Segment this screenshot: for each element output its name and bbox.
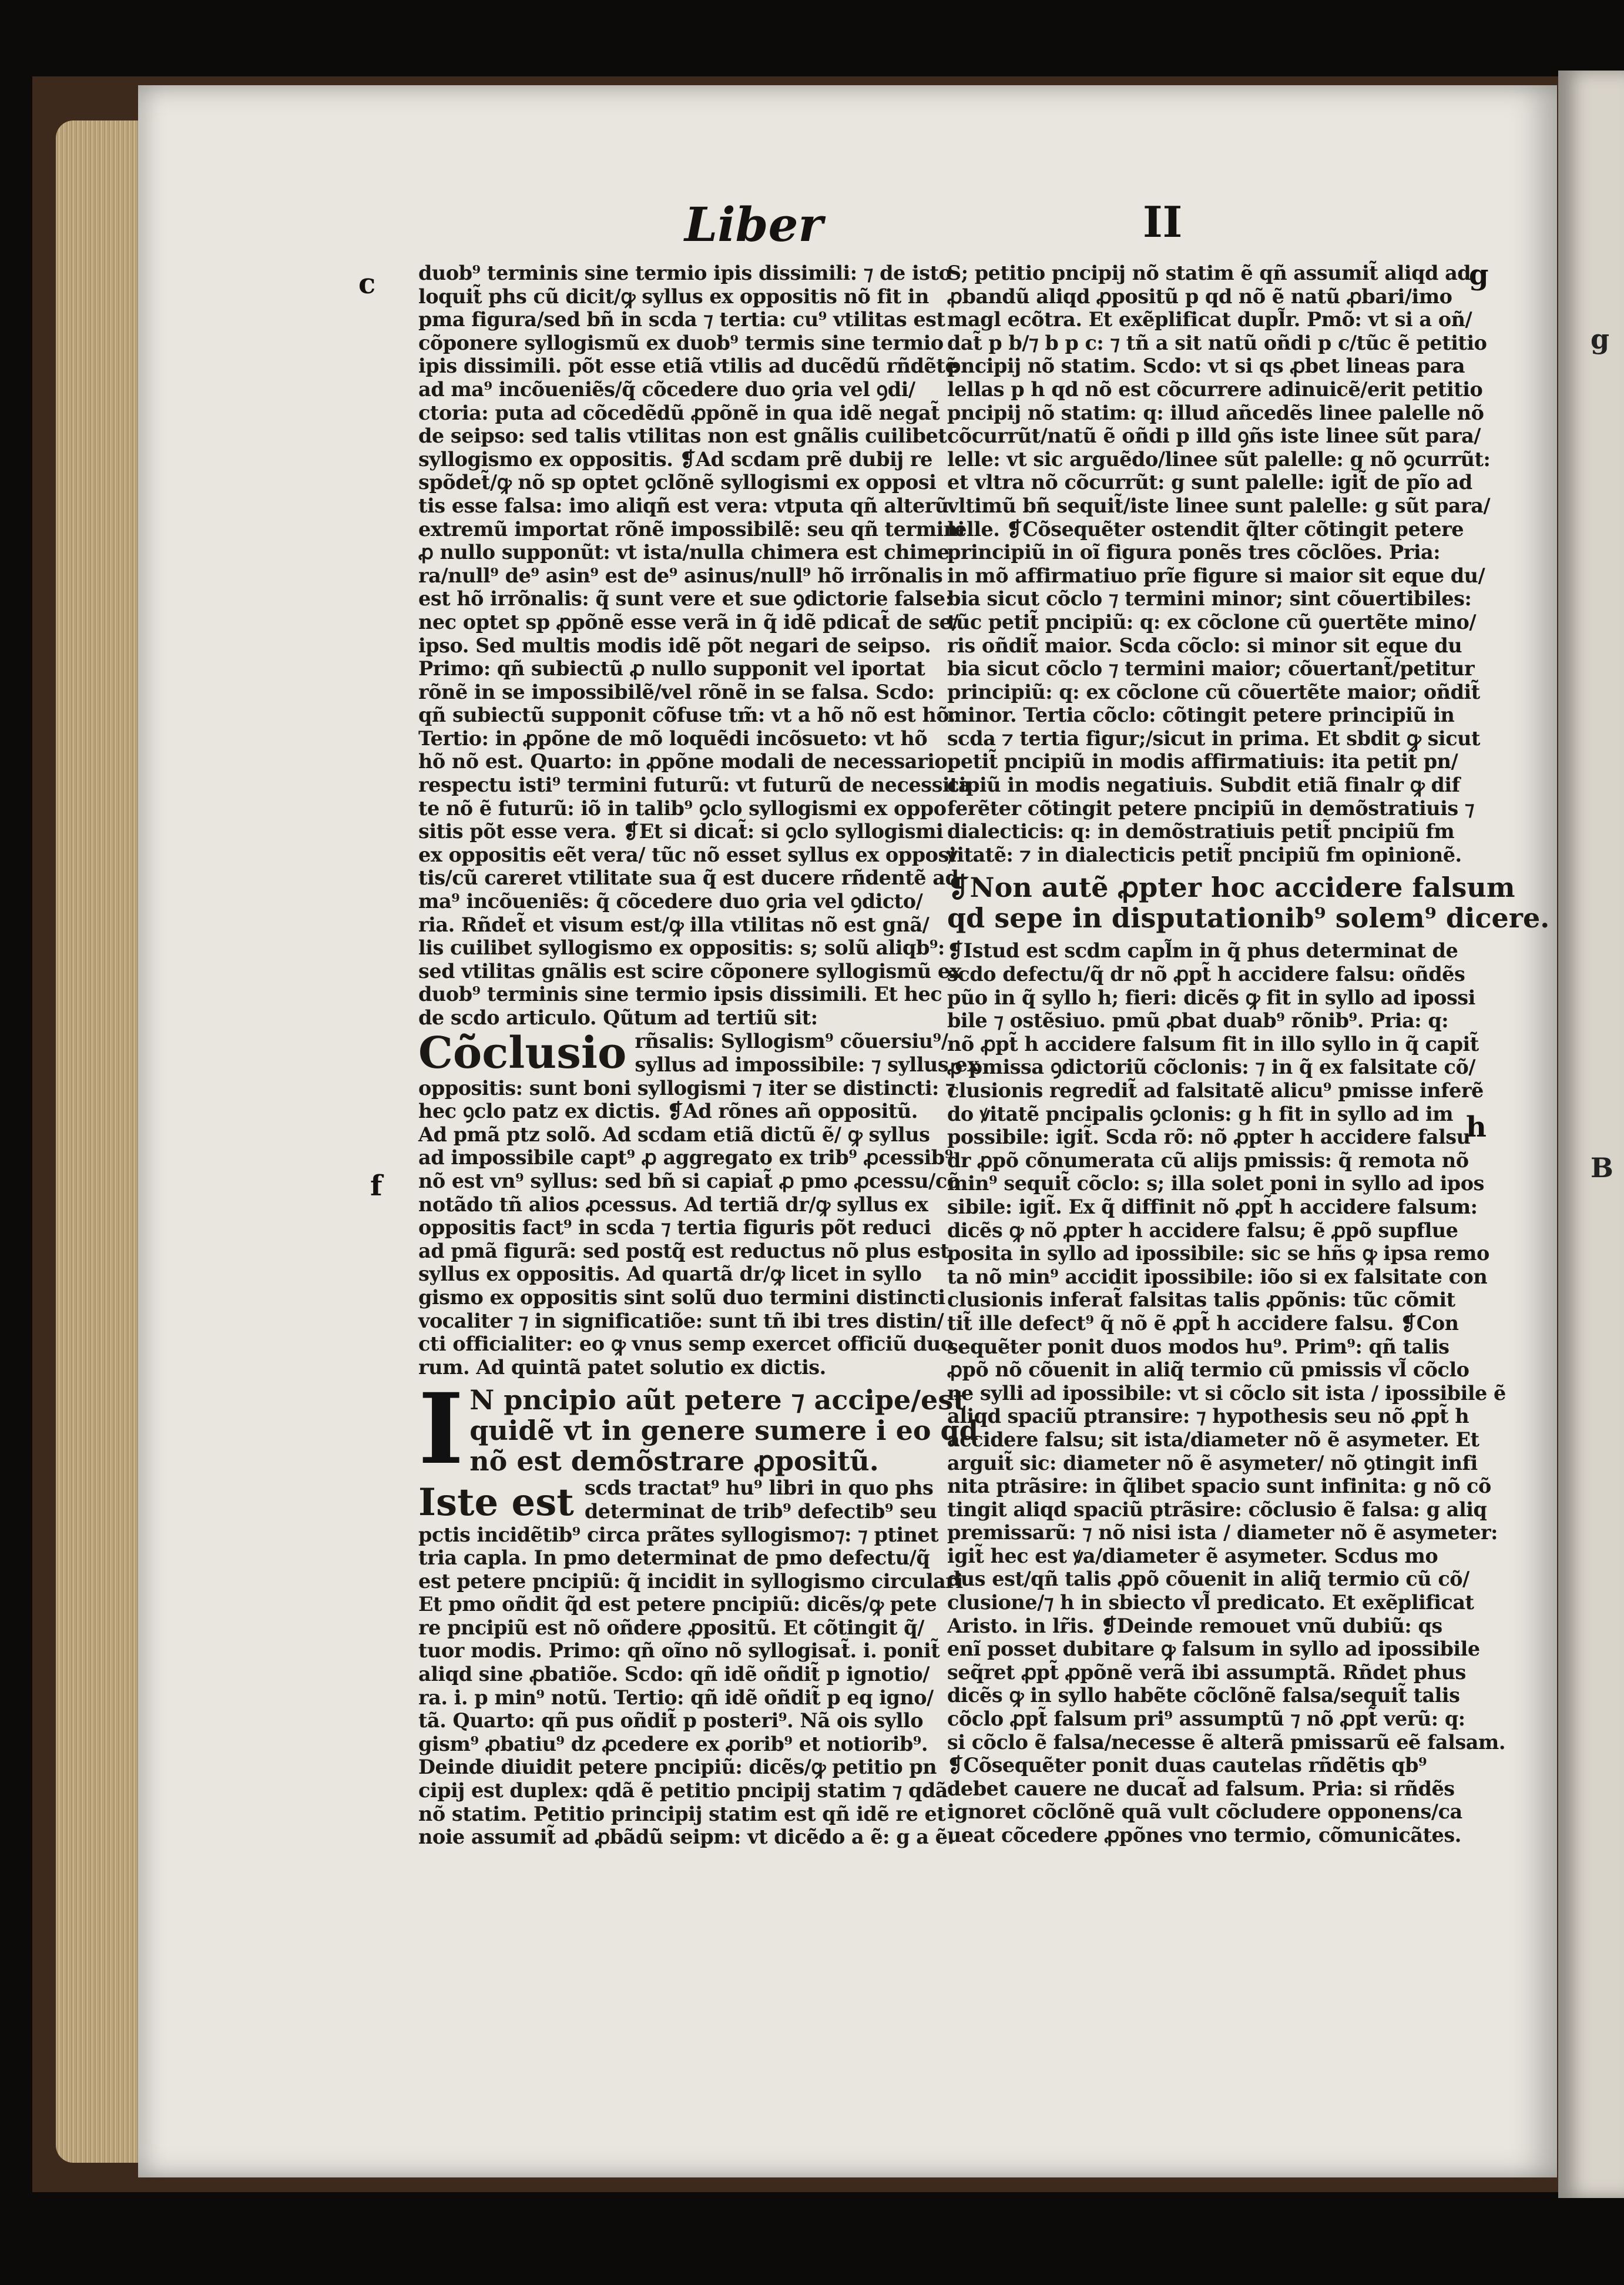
text-line: principiũ in oĩ figura ponẽs tres cõclões. Pria:	[947, 541, 1441, 564]
text-line: ꝓpõ nõ cõuenit in aliq̃ termio cũ pmissis vl̃ cõclo	[947, 1358, 1469, 1382]
text-line: tã. Quarto: qñ pus oñdit̃ p posteri⁹. Nã ois syllo	[418, 1709, 924, 1733]
text-line: oppositis fact⁹ in scda ⁊ tertia figuris põt reduci	[418, 1216, 931, 1239]
lemma-in-principio	[418, 1372, 978, 1486]
text-line: cõcurrũt/natũ ẽ oñdi p illd ꝯñs iste linee sũt para/	[947, 424, 1481, 448]
text-line: pncipij nõ statim: q: illud añcedẽs linee palelle nõ	[947, 401, 1484, 424]
text-line: ipso. Sed multis modis idẽ põt negari de seipso.	[418, 634, 931, 657]
text-line: ra. i. p min⁹ notũ. Tertio: qñ idẽ oñdit̃ p eq igno/	[418, 1686, 934, 1709]
text-line: N pncipio aũt petere ⁊ accipe/est	[469, 1384, 966, 1416]
text-line: nec optet sp ꝓpõnẽ esse verã in q̃ idẽ pdicat̃ de se/	[418, 610, 959, 634]
text-line: pma figura/sed bñ in scda ⁊ tertia: cu⁹ vtilitas est	[418, 308, 945, 331]
text-line: extremũ importat rõnẽ impossibilẽ: seu qñ termini	[418, 517, 965, 541]
text-line: nõ est demõstrare ꝓpositũ.	[469, 1445, 879, 1477]
text-line: in mõ affirmatiuo prĩe figure si maior sit eque du/	[947, 564, 1485, 587]
text-line: de seipso: sed talis vtilitas non est gnãlis cuilibet	[418, 424, 947, 448]
text-line: ria. Rñdet̃ et visum est/ꝙ illa vtilitas nõ est gnã/	[418, 913, 930, 936]
text-line: et vltra nõ cõcurrũt: g sunt palelle: igit̃ de pĩo ad	[947, 471, 1472, 494]
text-line: tria capla. In pmo determinat de pmo defectu/q̃	[418, 1546, 930, 1570]
text-line: enĩ posset dubitare ꝙ falsum in syllo ad ipossibile	[947, 1637, 1480, 1661]
text-line: min⁹ sequit̃ cõclo: s; illa solet poni in syllo ad ipos	[947, 1172, 1484, 1195]
text-line: dialecticis: q: in demõstratiuis petit̃ pncipiũ fm	[947, 820, 1455, 843]
text-line: syllogismo ex oppositis. ❡Ad scdam prẽ dubij re	[418, 447, 932, 471]
text-line: respectu isti⁹ termini futurũ: vt futurũ de necessita	[418, 773, 971, 797]
text-line: ignoret cõclõnẽ quã vult cõcludere opponens/ca	[947, 1800, 1462, 1824]
text-line: rum. Ad quintã patet solutio ex dictis.	[418, 1355, 826, 1379]
left-text-block-1	[418, 262, 971, 1030]
text-line: ad pmã figurã: sed postq̃ est reductus nõ plus est	[418, 1239, 949, 1262]
text-line: vltimũ bñ sequit̃/iste linee sunt palelle: g sũt para/	[947, 494, 1491, 517]
text-line: sequẽter ponit duos modos hu⁹. Prim⁹: qñ talis	[947, 1335, 1449, 1358]
text-line: tis/cũ careret vtilitate sua q̃ est ducere rñdentẽ ad	[418, 866, 959, 890]
iste-lines	[585, 1476, 937, 1523]
text-line: ꝓbandũ aliqd ꝓpositũ p qd nõ ẽ natũ ꝓbari/imo	[947, 284, 1452, 308]
right-column	[947, 262, 1550, 1847]
text-line: tit̃ ille defect⁹ q̃ nõ ẽ ꝓpt̃ h accidere falsu. ❡Con	[947, 1311, 1459, 1335]
margin-letter-f: f	[370, 1170, 382, 1202]
text-line: gismo ex oppositis sint solũ duo termini distincti	[418, 1285, 945, 1309]
text-line: nõ ꝓpt̃ h accidere falsum fit in illo syllo in q̃ capit̃	[947, 1032, 1479, 1056]
text-line: Tertio: in ꝓpõne de mõ loquẽdi incõsueto: vt hõ	[418, 726, 928, 750]
text-line: nõ statim. Petitio principij statim est qñ idẽ re et	[418, 1802, 946, 1825]
text-line: ma⁹ incõueniẽs: q̃ cõcedere duo ꝯria vel ꝯdicto/	[418, 890, 923, 913]
conclusio-lines	[635, 1030, 978, 1076]
text-line: hõ nõ est. Quarto: in ꝓpõne modali de necessario	[418, 750, 948, 773]
facing-page-mark-mid: B	[1591, 1152, 1613, 1184]
text-line: qd sepe in disputationib⁹ solem⁹ dicere.	[947, 902, 1550, 934]
text-line: cipiũ in modis negatiuis. Subdit etiã finalr ꝙ dif	[947, 773, 1460, 797]
text-line: bile ⁊ ostẽsiuo. pmũ ꝓbat duab⁹ rõnib⁹. Pria: q:	[947, 1009, 1449, 1033]
iste-est-word: Iste est	[418, 1480, 574, 1525]
text-line: accidere falsu; sit ista/diameter nõ ẽ asymeter. Et	[947, 1428, 1479, 1451]
text-line: re pncipiũ est nõ oñdere ꝓpositũ. Et cõtingit q̃/	[418, 1616, 924, 1639]
running-head-number: II	[1143, 197, 1183, 247]
conclusio-heading	[418, 1027, 979, 1078]
text-line: ne sylli ad ipossibile: vt si cõclo sit ista / ipossibile ẽ	[947, 1381, 1506, 1405]
text-line: do ꝟitatẽ pncipalis ꝯclonis: g h fit in syllo ad im	[947, 1102, 1454, 1125]
conclusio-word: Cõclusio	[418, 1027, 627, 1078]
text-line: magl ecõtra. Et exẽplificat dupl̃r. Pmõ: vt si a oñ/	[947, 308, 1472, 331]
text-line: Deinde diuidit petere pncipiũ: dicẽs/ꝙ petitio pn	[418, 1755, 937, 1779]
text-line: ꝟitatẽ: ⁊ in dialecticis petit̃ pncipiũ fm opinionẽ.	[947, 843, 1462, 866]
text-line: sed vtilitas gnãlis est scire cõponere syllogismũ ex	[418, 959, 962, 983]
text-line: petit̃ pncipiũ in modis affirmatiuis: ita petit̃ pn/	[947, 750, 1458, 773]
text-line: vocaliter ⁊ in significatiõe: sunt tñ ibi tres distin/	[418, 1309, 944, 1332]
text-line: spõdet̃/ꝙ nõ sp optet ꝯclõnẽ syllogismi ex opposi	[418, 471, 937, 494]
text-line: tingit aliqd spaciũ ptrãsire: cõclusio ẽ falsa: g aliq	[947, 1497, 1487, 1521]
text-line: sitis põt esse vera. ❡Et si dicat̃: si ꝯclo syllogismi	[418, 820, 944, 843]
text-line: clusionis inferat̃ falsitas talis ꝓpõnis: tũc cõmit	[947, 1288, 1455, 1312]
text-line: Et pmo oñdit q̃d est petere pncipiũ: dicẽs/ꝙ pete	[418, 1593, 937, 1616]
text-line: scda ⁊ tertia figur;/sicut in prima. Et sbdit ꝙ sicut	[947, 726, 1480, 750]
text-line: ta nõ min⁹ accidit ipossibile: iõo si ex falsitate con	[947, 1265, 1488, 1288]
text-line: pncipij nõ statim. Scdo: vt si qs ꝓbet lineas para	[947, 354, 1465, 378]
facing-page-mark-top: g	[1591, 323, 1610, 355]
text-line: ad ma⁹ incõueniẽs/q̃ cõcedere duo ꝯria vel ꝯdi/	[418, 377, 915, 401]
text-line: posita in syllo ad ipossibile: sic se hñs ꝙ ipsa remo	[947, 1242, 1489, 1265]
margin-letter-g: g	[1469, 259, 1489, 292]
text-line: rñsalis: Syllogism⁹ cõuersiu⁹/	[635, 1030, 948, 1053]
text-line: si cõclo ẽ falsa/necesse ẽ alterã pmissarũ eẽ falsam.	[947, 1730, 1506, 1754]
text-line: qñ subiectũ supponit cõfuse tm̃: vt a hõ nõ est hõ.	[418, 703, 955, 727]
text-line: ❡Non autẽ ꝓpter hoc accidere falsum	[947, 872, 1515, 904]
text-line: clusionis regredit̃ ad falsitatẽ alicu⁹ pmisse inferẽ	[947, 1079, 1484, 1102]
text-line: oppositis: sunt boni syllogismi ⁊ iter se distincti: ⁊	[418, 1076, 955, 1100]
iste-est-heading	[418, 1476, 937, 1525]
text-line: bia sicut cõclo ⁊ termini minor; sint cõuertibiles:	[947, 587, 1472, 611]
text-line: ipis dissimili. põt esse etiã vtilis ad ducẽdũ rñdẽtẽ	[418, 354, 958, 378]
text-line: tũc petit̃ pncipiũ: q: ex cõclone cũ ꝯuertẽte mino/	[947, 610, 1477, 634]
text-line: syllus ex oppositis. Ad quartã dr/ꝙ licet in syllo	[418, 1262, 922, 1286]
text-line: ❡Cõsequẽter ponit duas cautelas rñdẽtis qb⁹	[947, 1754, 1427, 1777]
text-line: principiũ: q: ex cõclone cũ cõuertẽte maior; oñdit̃	[947, 680, 1480, 703]
right-text-block-2	[947, 939, 1506, 1847]
text-line: dr ꝓpõ cõnumerata cũ alijs pmissis: q̃ remota nõ	[947, 1148, 1469, 1172]
text-line: pũo in q̃ syllo h; fieri: dicẽs ꝙ fit in syllo ad ipossi	[947, 986, 1475, 1009]
text-line: duob⁹ terminis sine termio ipis dissimili: ⁊ de isto	[418, 262, 952, 284]
margin-letter-c: c	[358, 267, 376, 300]
text-line: cõponere syllogismũ ex duob⁹ termis sine termio	[418, 331, 944, 354]
left-column	[418, 262, 979, 1849]
text-line: ❡Istud est scdm capl̃m in q̃ phus determinat de	[947, 939, 1458, 963]
text-line: Primo: qñ subiectũ ꝓ nullo supponit vel iportat	[418, 657, 925, 681]
text-line: noie assumit̃ ad ꝓbãdũ seipm: vt dicẽdo a ẽ: g a ẽ.	[418, 1825, 954, 1849]
text-line: scds tractat⁹ hu⁹ libri in quo phs	[584, 1476, 934, 1500]
text-line: dicẽs ꝙ nõ ꝓpter h accidere falsu; ẽ ꝓpõ supflue	[947, 1218, 1458, 1242]
text-line: lelle: vt sic arguẽdo/linee sũt palelle: g nõ ꝯcurrũt:	[947, 447, 1491, 471]
right-text-block-1	[947, 262, 1491, 866]
text-line: tis esse falsa: imo aliqñ est vera: vtputa qñ alterũ	[418, 494, 949, 517]
left-text-block-3	[418, 1523, 963, 1849]
text-line: nita ptrãsire: in q̃libet spacio sunt infinita: g nõ cõ	[947, 1475, 1491, 1498]
text-line: Aristo. in lr̃is. ❡Deinde remouet vnũ dubiũ: qs	[947, 1614, 1442, 1637]
text-line: sibile: igit̃. Ex q̃ diffinit nõ ꝓpt̃ h accidere falsum:	[947, 1195, 1478, 1218]
text-line: tuor modis. Primo: qñ oĩno nõ syllogisat̃. i. ponit̃	[418, 1639, 940, 1663]
facing-page-edge	[1558, 71, 1624, 2198]
text-line: aliqd spaciũ ptransire: ⁊ hypothesis seu nõ ꝓpt̃ h	[947, 1405, 1469, 1428]
text-line: determinat de trib⁹ defectib⁹ seu	[584, 1499, 937, 1523]
text-line: seq̃ret ꝓpt̃ ꝓpõnẽ verã ibi assumptã. Rñdet phus	[947, 1660, 1466, 1684]
text-line: arguit̃ sic: diameter nõ ẽ asymeter/ nõ ꝯtingit infi	[947, 1451, 1478, 1475]
text-line: dat̃ p b/⁊ b p c: ⁊ tñ a sit natũ oñdi p c/tũc ẽ petitio	[947, 331, 1487, 354]
text-line: gism⁹ ꝓbatiu⁹ dz ꝓcedere ex ꝓorib⁹ et notiorib⁹.	[418, 1732, 928, 1755]
text-line: igit̃ hec est ꝟa/diameter ẽ asymeter. Scdus mo	[947, 1544, 1438, 1567]
text-line: te nõ ẽ futurũ: iõ in talib⁹ ꝯclo syllogismi ex oppo	[418, 796, 947, 820]
text-line: rõnẽ in se impossibilẽ/vel rõnẽ in se falsa. Scdo:	[418, 680, 935, 703]
text-line: cti officialiter: eo ꝙ vnus semp exercet officiũ duo	[418, 1332, 954, 1356]
text-line: bia sicut cõclo ⁊ termini maior; cõuertant̃/petitur	[947, 657, 1475, 681]
lemma-non-autem	[947, 872, 1550, 934]
text-line: nõ est vn⁹ syllus: sed bñ si capiat̃ ꝓ pmo ꝓcessu/cõ	[418, 1169, 960, 1192]
text-line: Ad pmã ptz solõ. Ad scdam etiã dictũ ẽ/ ꝙ syllus	[418, 1123, 930, 1146]
running-head-liber: Liber	[685, 197, 823, 252]
text-line: hec ꝯclo patz ex dictis. ❡Ad rõnes añ oppositũ.	[418, 1100, 918, 1123]
text-line: pctis incidẽtib⁹ circa prãtes syllogismo⁊: ⁊ ptinet	[418, 1523, 939, 1546]
drop-cap-initial: I	[418, 1372, 464, 1486]
text-line: lellas p h qd nõ est cõcurrere adinuicẽ/erit petitio	[947, 377, 1483, 401]
text-line: quidẽ vt in genere sumere i eo qd	[469, 1415, 978, 1447]
text-line: debet cauere ne ducat̃ ad falsum. Pria: si rñdẽs	[947, 1777, 1455, 1800]
text-line: S; petitio pncipij nõ statim ẽ qñ assumit̃ aliqd ad	[947, 262, 1471, 284]
text-line: de scdo articulo. Qũtum ad tertiũ sit:	[418, 1006, 818, 1029]
text-line: ueat cõcedere ꝓpõnes vno termio, cõmunicãtes.	[947, 1824, 1461, 1847]
text-line: cõclo ꝓpt̃ falsum pri⁹ assumptũ ⁊ nõ ꝓpt̃ verũ: q:	[947, 1707, 1465, 1731]
text-line: ferẽter cõtingit petere pncipiũ in demõstratiuis ⁊	[947, 796, 1475, 820]
text-line: lis cuilibet syllogismo ex oppositis: s; solũ aliqb⁹:	[418, 936, 945, 960]
text-line: ra/null⁹ de⁹ asin⁹ est de⁹ asinus/null⁹ hõ irrõnalis	[418, 564, 943, 587]
text-line: lelle. ❡Cõsequẽter ostendit q̃lter cõtingit petere	[947, 517, 1464, 541]
lemma-lines	[469, 1385, 978, 1476]
text-line: cipij est duplex: qdã ẽ petitio pncipij statim ⁊ qdã	[418, 1779, 948, 1802]
left-text-block-2	[418, 1076, 960, 1379]
text-line: ꝓ nullo supponũt: vt ista/nulla chimera est chime	[418, 541, 949, 564]
text-line: ex oppositis eẽt vera/ tũc nõ esset syllus ex opposi	[418, 843, 957, 866]
text-line: est petere pncipiũ: q̃ incidit in syllogismo circulari	[418, 1569, 963, 1593]
text-line: ris oñdit̃ maior. Scda cõclo: si minor sit eque du	[947, 634, 1462, 657]
text-line: notãdo tñ alios ꝓcessus. Ad tertiã dr/ꝙ syllus ex	[418, 1192, 928, 1216]
text-line: ctoria: puta ad cõcedẽdũ ꝓpõnẽ in qua idẽ negat̃	[418, 401, 940, 424]
text-line: aliqd sine ꝓbatiõe. Scdo: qñ idẽ oñdit̃ p ignotio/	[418, 1663, 930, 1686]
text-line: possibile: igit̃. Scda rõ: nõ ꝓpter h accidere falsu	[947, 1125, 1471, 1149]
text-line: loquit̃ phs cũ dicit/ꝙ syllus ex oppositis nõ fit in	[418, 284, 929, 308]
text-line: dus est/qñ talis ꝓpõ cõuenit in aliq̃ termio cũ cõ/	[947, 1567, 1469, 1591]
text-line: clusione/⁊ h in sbiecto vl̃ predicato. Et exẽplificat	[947, 1591, 1474, 1614]
margin-letter-h: h	[1466, 1111, 1487, 1144]
text-line: duob⁹ terminis sine termio ipsis dissimili. Et hec	[418, 983, 942, 1006]
text-line: syllus ad impossibile: ⁊ syllus ex	[635, 1053, 979, 1076]
text-line: ꝓ pmissa ꝯdictoriũ cõclonis: ⁊ in q̃ ex falsitate cõ/	[947, 1056, 1476, 1079]
text-line: ad impossibile capt⁹ ꝓ aggregato ex trib⁹ ꝓcessib⁹	[418, 1146, 953, 1170]
text-line: premissarũ: ⁊ nõ nisi ista / diameter nõ ẽ asymeter:	[947, 1521, 1498, 1544]
text-line: minor. Tertia cõclo: cõtingit petere principiũ in	[947, 703, 1455, 727]
text-line: est hõ irrõnalis: q̃ sunt vere et sue ꝯdictorie false:	[418, 587, 952, 611]
text-line: scdo defectu/q̃ dr nõ ꝓpt̃ h accidere falsu: oñdẽs	[947, 963, 1465, 986]
text-line: dicẽs ꝙ in syllo habẽte cõclõnẽ falsa/sequit̃ talis	[947, 1684, 1460, 1707]
